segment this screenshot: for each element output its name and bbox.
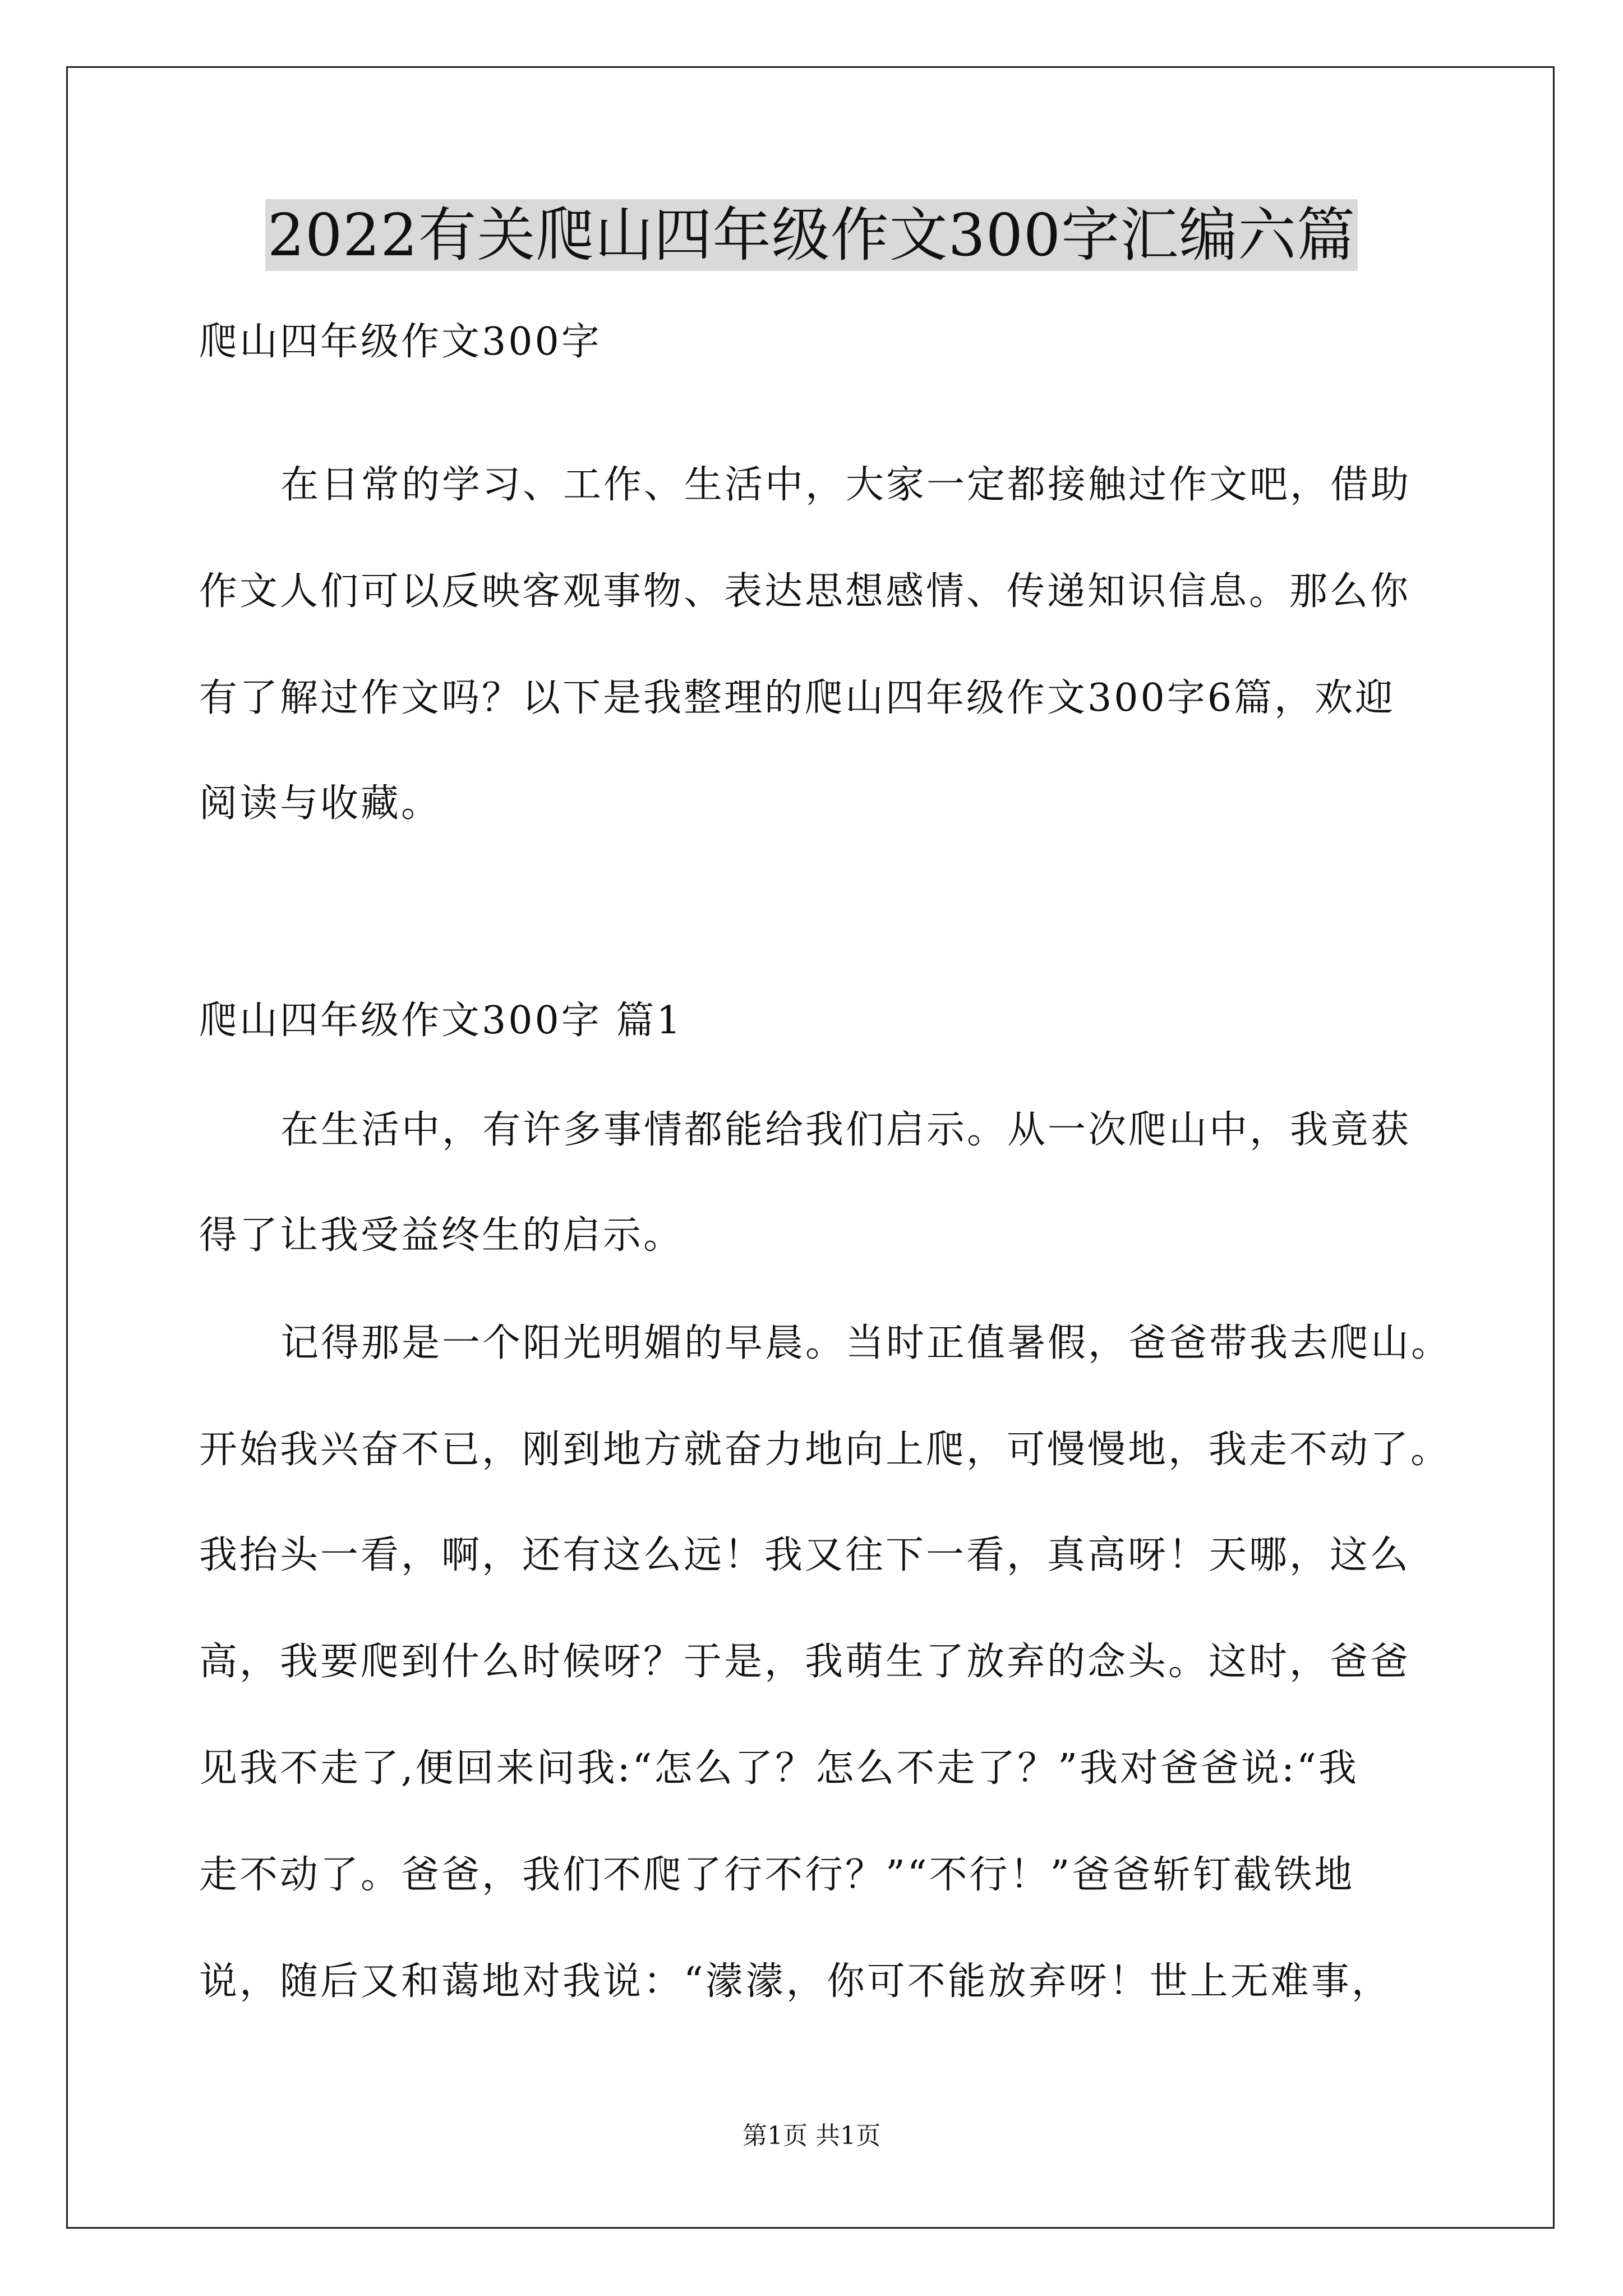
- section1-paragraph-line: 我抬头一看，啊，还有这么远！我又往下一看，真高呀！天哪，这么: [199, 1533, 1411, 1577]
- intro-line: 作文人们可以反映客观事物、表达思想感情、传递知识信息。那么你: [199, 569, 1411, 614]
- intro-line: 有了解过作文吗？以下是我整理的爬山四年级作文300字6篇，欢迎: [199, 676, 1396, 720]
- title-wrap: [0, 199, 1623, 271]
- intro-heading: 爬山四年级作文300字: [199, 320, 602, 364]
- section1-paragraph-line: 开始我兴奋不已，刚到地方就奋力地向上爬，可慢慢地，我走不动了。: [199, 1428, 1451, 1472]
- section1-paragraph-line: 走不动了。爸爸，我们不爬了行不行？”“不行！”爸爸斩钉截铁地: [199, 1853, 1355, 1897]
- section1-paragraph-line: 见我不走了,便回来问我:“怎么了？怎么不走了？”我对爸爸说:“我: [199, 1746, 1359, 1791]
- section1-paragraph-line: 记得那是一个阳光明媚的早晨。当时正值暑假，爸爸带我去爬山。: [280, 1321, 1452, 1365]
- intro-line: 阅读与收藏。: [199, 781, 442, 826]
- section1-heading: 爬山四年级作文300字 篇1: [199, 999, 683, 1043]
- section1-paragraph-line: 说，随后又和蔼地对我说：“濛濛，你可不能放弃呀！世上无难事，: [199, 1959, 1392, 2004]
- section1-paragraph-line: 得了让我受益终生的启示。: [199, 1213, 684, 1258]
- document-title: 2022有关爬山四年级作文300字汇编六篇: [265, 199, 1358, 271]
- page-footer: 第1页 共1页: [743, 2122, 880, 2150]
- section1-paragraph-line: 高，我要爬到什么时候呀？于是，我萌生了放弃的念头。这时，爸爸: [199, 1640, 1411, 1684]
- section1-paragraph-line: 在生活中，有许多事情都能给我们启示。从一次爬山中，我竟获: [280, 1108, 1412, 1152]
- intro-line: 在日常的学习、工作、生活中，大家一定都接触过作文吧，借助: [280, 463, 1412, 507]
